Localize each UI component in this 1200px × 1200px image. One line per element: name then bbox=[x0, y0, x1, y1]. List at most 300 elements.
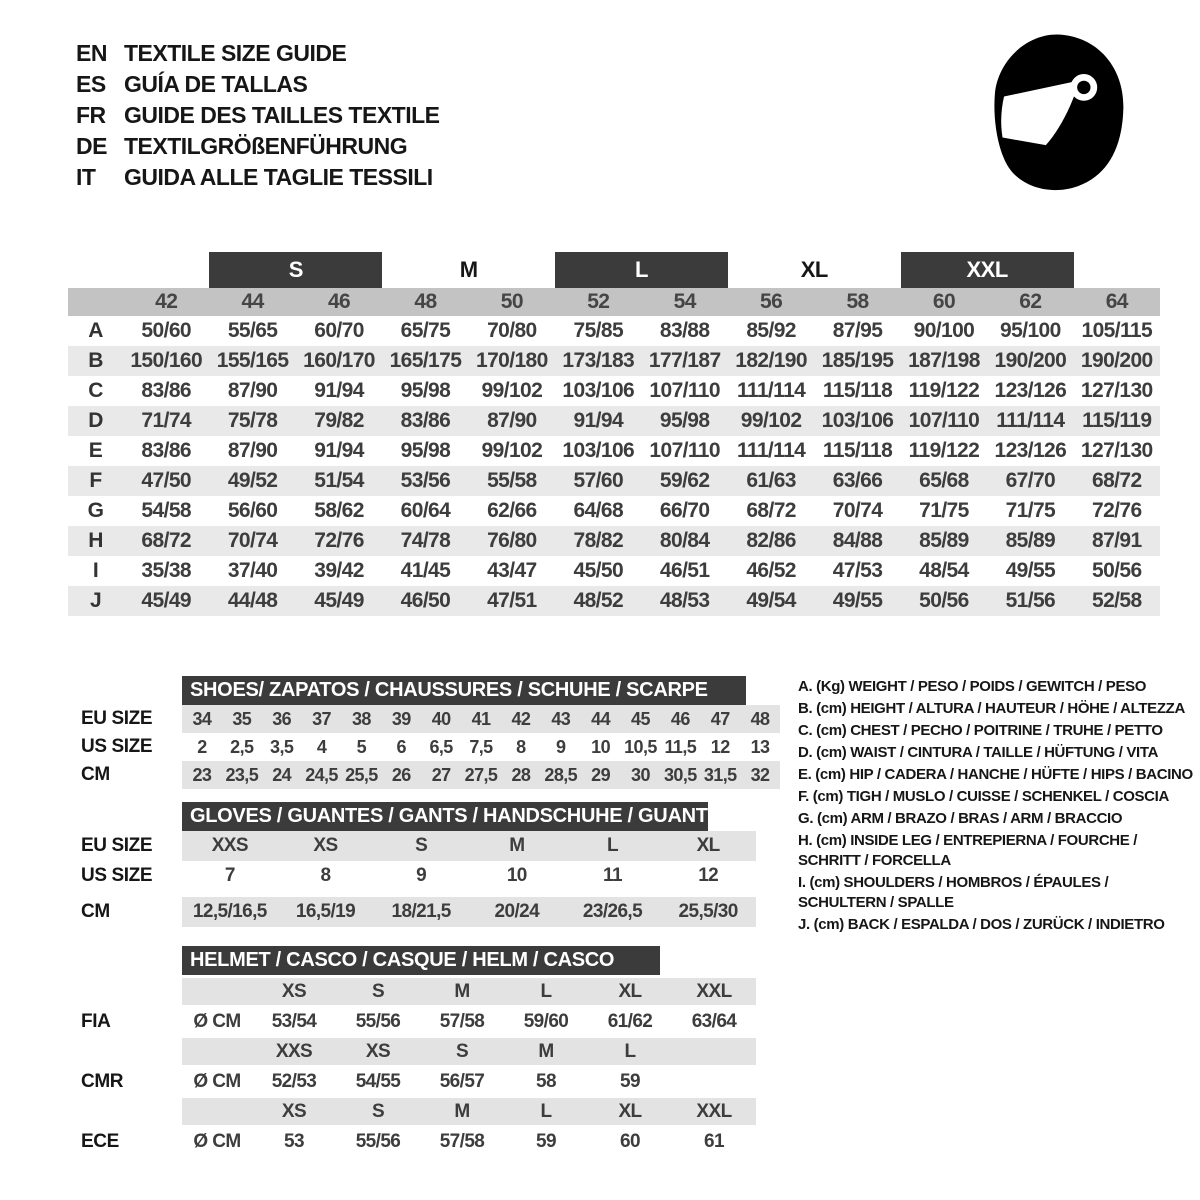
helmet-value-cell: 56/57 bbox=[439, 1070, 485, 1092]
shoes-value-cell: 28,5 bbox=[544, 764, 578, 785]
helmet-size-cell: XS bbox=[281, 980, 307, 1002]
helmet-icon bbox=[982, 28, 1134, 200]
measurement-cell: 83/86 bbox=[141, 439, 191, 462]
gloves-value-cell: 12 bbox=[698, 865, 719, 886]
measurement-cell: 66/70 bbox=[659, 499, 710, 522]
measurement-cell: 119/122 bbox=[908, 379, 980, 402]
helmet-size-header-row bbox=[68, 1038, 756, 1065]
size-header-cell: 60 bbox=[932, 290, 956, 313]
gloves-row-label: EU SIZE bbox=[81, 835, 153, 856]
helmet-value-row bbox=[68, 1068, 756, 1095]
shoes-value-cell: 6 bbox=[396, 736, 406, 757]
legend-item: H. (cm) INSIDE LEG / ENTREPIERNA / FOURCHE / SCHRITT / FORCELLA bbox=[798, 832, 1138, 869]
measurement-cell: 46/52 bbox=[746, 559, 796, 582]
helmet-value-cell: 63/64 bbox=[691, 1010, 737, 1032]
measurement-cell: 65/75 bbox=[400, 319, 451, 342]
measurement-cell: 47/53 bbox=[832, 559, 883, 582]
size-header-cell: 58 bbox=[846, 290, 869, 313]
size-header-cell: 64 bbox=[1105, 290, 1128, 313]
measurement-cell: 60/70 bbox=[314, 319, 364, 342]
shoes-value-cell: 12 bbox=[710, 736, 730, 757]
measurement-cell: 78/82 bbox=[573, 529, 624, 552]
measurement-cell: 123/126 bbox=[994, 379, 1067, 402]
measurement-cell: 71/74 bbox=[141, 409, 191, 432]
measurement-cell: 99/102 bbox=[481, 379, 543, 402]
measurement-cell: 80/84 bbox=[659, 529, 710, 552]
measurement-cell: 127/130 bbox=[1080, 439, 1153, 462]
measurement-row bbox=[68, 586, 1160, 616]
shoes-value-cell: 6,5 bbox=[429, 736, 453, 757]
shoes-row-label: US SIZE bbox=[81, 736, 153, 757]
measurement-row bbox=[68, 526, 1160, 556]
shoes-value-cell: 47 bbox=[710, 708, 730, 729]
gloves-value-cell: XXS bbox=[211, 835, 248, 856]
measurement-cell: 72/76 bbox=[1092, 499, 1142, 522]
main-size-table bbox=[68, 252, 1160, 616]
shoes-value-cell: 40 bbox=[431, 708, 451, 729]
measurement-cell: 99/102 bbox=[481, 439, 543, 462]
helmet-size-cell: XS bbox=[281, 1100, 307, 1122]
helmet-value-cell: 55/56 bbox=[355, 1130, 401, 1152]
measurement-cell: 58/62 bbox=[314, 499, 364, 522]
gloves-value-cell: 23/26,5 bbox=[582, 901, 643, 922]
helmet-size-header-values bbox=[182, 1098, 756, 1125]
language-line bbox=[76, 38, 440, 69]
measurement-cell: 74/78 bbox=[400, 529, 451, 552]
measurement-cell: 63/66 bbox=[832, 469, 883, 492]
helmet-size-cell: M bbox=[454, 980, 470, 1002]
size-header-cell: 44 bbox=[241, 290, 264, 313]
language-line bbox=[76, 131, 440, 162]
measurement-cell: 190/200 bbox=[1080, 349, 1153, 372]
row-label: G bbox=[87, 499, 104, 522]
helmet-size-cell: XL bbox=[618, 1100, 642, 1122]
shoes-value-cell: 10,5 bbox=[624, 736, 657, 757]
measurement-cell: 115/118 bbox=[822, 379, 893, 402]
measurement-cell: 107/110 bbox=[908, 409, 980, 432]
measurement-row bbox=[68, 406, 1160, 436]
shoes-value-cell: 5 bbox=[356, 736, 367, 757]
measurement-cell: 68/72 bbox=[141, 529, 191, 552]
row-label: B bbox=[88, 349, 103, 372]
measurement-cell: 84/88 bbox=[832, 529, 883, 552]
measurement-cell: 95/98 bbox=[659, 409, 710, 432]
row-label: J bbox=[89, 589, 102, 612]
gloves-value-cell: S bbox=[415, 835, 428, 856]
shoes-row-label: CM bbox=[81, 764, 110, 785]
legend-item: G. (cm) ARM / BRAZO / BRAS / ARM / BRACCIO bbox=[798, 810, 1123, 827]
measurement-cell: 119/122 bbox=[908, 439, 980, 462]
measurement-cell: 64/68 bbox=[573, 499, 624, 522]
helmet-size-cell: XS bbox=[365, 1040, 391, 1062]
measurement-cell: 75/78 bbox=[227, 409, 278, 432]
shoes-value-cell: 7,5 bbox=[469, 736, 493, 757]
page-title: TEXTILGRÖßENFÜHRUNG bbox=[124, 133, 408, 159]
measurement-cell: 155/165 bbox=[216, 349, 289, 372]
helmet-size-cell: XXL bbox=[696, 1100, 732, 1122]
gloves-row bbox=[68, 861, 756, 891]
shoes-table bbox=[68, 676, 780, 789]
size-header-cell: 62 bbox=[1019, 290, 1042, 313]
measurement-cell: 91/94 bbox=[573, 409, 624, 432]
helmet-value-cell: 52/53 bbox=[271, 1070, 317, 1092]
row-label: A bbox=[88, 319, 103, 342]
measurement-cell: 127/130 bbox=[1080, 379, 1153, 402]
helmet-value-cell: 57/58 bbox=[439, 1010, 485, 1032]
measurement-cell: 173/183 bbox=[562, 349, 635, 372]
row-label: F bbox=[89, 469, 102, 492]
language-line bbox=[76, 69, 440, 100]
helmet-standard-label: ECE bbox=[81, 1130, 119, 1152]
measurement-cell: 103/106 bbox=[821, 409, 894, 432]
measurement-cell: 103/106 bbox=[562, 439, 635, 462]
size-group-l: L bbox=[555, 252, 728, 288]
helmet-value-cell bbox=[672, 1068, 756, 1095]
shoes-value-cell: 25,5 bbox=[345, 764, 378, 785]
size-group-m: M bbox=[459, 257, 478, 282]
shoes-value-cell: 42 bbox=[511, 708, 531, 729]
measurement-cell: 46/51 bbox=[659, 559, 710, 582]
gloves-row bbox=[68, 897, 756, 927]
measurement-cell: 75/85 bbox=[573, 319, 624, 342]
shoes-value-cell: 41 bbox=[471, 708, 491, 729]
measurement-cell: 87/90 bbox=[227, 379, 278, 402]
gloves-value-cell: 8 bbox=[320, 865, 331, 886]
measurement-legend bbox=[798, 677, 1196, 937]
measurement-cell: 76/80 bbox=[487, 529, 537, 552]
row-label: H bbox=[88, 529, 103, 552]
measurement-cell: 70/80 bbox=[487, 319, 537, 342]
shoes-value-cell: 45 bbox=[631, 708, 650, 729]
measurement-cell: 50/56 bbox=[919, 589, 969, 612]
measurement-cell: 99/102 bbox=[740, 409, 802, 432]
measurement-cell: 87/91 bbox=[1092, 529, 1142, 552]
shoes-value-cell: 39 bbox=[391, 708, 411, 729]
shoes-title-bar: SHOES/ ZAPATOS / CHAUSSURES / SCHUHE / SCARPE bbox=[182, 676, 746, 705]
shoes-value-cell: 37 bbox=[312, 708, 331, 729]
shoes-value-cell: 35 bbox=[232, 708, 252, 729]
measurement-cell: 107/110 bbox=[649, 379, 720, 402]
shoes-value-cell: 43 bbox=[551, 708, 571, 729]
language-code: DE bbox=[76, 133, 107, 159]
helmet-value-cell: 53 bbox=[284, 1130, 304, 1152]
legend-item: E. (cm) HIP / CADERA / HANCHE / HÜFTE / HIPS / BACINO bbox=[798, 766, 1193, 783]
helmet-value-cell: 59/60 bbox=[523, 1010, 569, 1032]
measurement-cell: 150/160 bbox=[130, 349, 203, 372]
measurement-cell: 95/100 bbox=[1000, 319, 1061, 342]
shoes-value-cell: 23,5 bbox=[225, 764, 259, 785]
measurement-cell: 41/45 bbox=[400, 559, 451, 582]
language-titles bbox=[76, 38, 440, 193]
row-label: C bbox=[88, 379, 103, 402]
measurement-cell: 71/75 bbox=[919, 499, 969, 522]
measurement-cell: 55/65 bbox=[227, 319, 278, 342]
measurement-cell: 48/53 bbox=[659, 589, 710, 612]
shoes-value-cell: 28 bbox=[511, 764, 531, 785]
helmet-value-cell: 59 bbox=[536, 1130, 556, 1152]
shoes-row-values bbox=[182, 733, 780, 761]
shoes-value-cell: 30 bbox=[631, 764, 650, 785]
shoes-value-cell: 38 bbox=[351, 708, 371, 729]
size-header-cell: 56 bbox=[760, 290, 783, 313]
measurement-cell: 70/74 bbox=[227, 529, 278, 552]
measurement-cell: 37/40 bbox=[227, 559, 278, 582]
size-group-header-row bbox=[68, 252, 1160, 288]
gloves-row-values bbox=[182, 897, 756, 927]
measurement-cell: 87/90 bbox=[487, 409, 537, 432]
helmet-table bbox=[68, 946, 756, 1155]
size-header-cell: 54 bbox=[673, 290, 696, 313]
measurement-cell: 49/54 bbox=[746, 589, 796, 612]
measurement-cell: 115/118 bbox=[822, 439, 893, 462]
helmet-size-cell bbox=[672, 1038, 756, 1065]
shoes-row bbox=[68, 733, 780, 761]
helmet-size-cell: M bbox=[538, 1040, 554, 1062]
helmet-unit-label: Ø CM bbox=[193, 1070, 241, 1092]
measurement-cell: 83/86 bbox=[141, 379, 191, 402]
measurement-cell: 35/38 bbox=[141, 559, 191, 582]
gloves-table bbox=[68, 802, 756, 927]
measurement-row bbox=[68, 436, 1160, 466]
measurement-cell: 91/94 bbox=[314, 439, 364, 462]
legend-item: C. (cm) CHEST / PECHO / POITRINE / TRUHE / PETTO bbox=[798, 722, 1163, 739]
shoes-row-label: EU SIZE bbox=[81, 708, 153, 729]
shoes-value-cell: 34 bbox=[192, 708, 212, 729]
shoes-value-cell: 27 bbox=[431, 764, 451, 785]
measurement-cell: 47/51 bbox=[487, 589, 537, 612]
group-empty-42 bbox=[123, 252, 209, 288]
size-group-xl: XL bbox=[800, 257, 828, 282]
measurement-cell: 48/54 bbox=[919, 559, 969, 582]
shoes-value-cell: 27,5 bbox=[464, 764, 498, 785]
measurement-cell: 59/62 bbox=[659, 469, 710, 492]
measurement-cell: 190/200 bbox=[994, 349, 1067, 372]
measurement-row bbox=[68, 496, 1160, 526]
legend-item: A. (Kg) WEIGHT / PESO / POIDS / GEWITCH / PESO bbox=[798, 678, 1147, 695]
helmet-size-header-row bbox=[68, 978, 756, 1005]
measurement-row bbox=[68, 466, 1160, 496]
shoes-row bbox=[68, 705, 780, 733]
measurement-cell: 49/55 bbox=[1005, 559, 1056, 582]
shoes-value-cell: 48 bbox=[750, 708, 770, 729]
legend-item: B. (cm) HEIGHT / ALTURA / HAUTEUR / HÖHE / ALTEZZA bbox=[798, 700, 1185, 717]
helmet-value-cell: 61 bbox=[704, 1130, 724, 1152]
helmet-value-cell: 53/54 bbox=[271, 1010, 317, 1032]
measurement-row bbox=[68, 316, 1160, 346]
shoes-value-cell: 31,5 bbox=[703, 764, 737, 785]
size-header-cell: 46 bbox=[327, 290, 351, 313]
shoes-value-cell: 26 bbox=[391, 764, 411, 785]
helmet-size-header-values bbox=[182, 1038, 756, 1065]
measurement-cell: 49/52 bbox=[227, 469, 278, 492]
measurement-cell: 45/50 bbox=[573, 559, 624, 582]
legend-item: J. (cm) BACK / ESPALDA / DOS / ZURÜCK / INDIETRO bbox=[798, 916, 1165, 933]
measurement-cell: 62/66 bbox=[487, 499, 537, 522]
group-spacer bbox=[68, 252, 123, 288]
measurement-cell: 82/86 bbox=[746, 529, 796, 552]
measurement-cell: 111/114 bbox=[737, 439, 806, 462]
helmet-size-cell: L bbox=[540, 980, 552, 1002]
measurement-cell: 55/58 bbox=[487, 469, 537, 492]
group-empty-64 bbox=[1074, 252, 1160, 288]
measurement-cell: 68/72 bbox=[746, 499, 796, 522]
shoes-value-cell: 32 bbox=[750, 764, 770, 785]
helmet-header-spacer bbox=[68, 1098, 182, 1125]
measurement-cell: 111/114 bbox=[996, 409, 1065, 432]
shoes-row-values bbox=[182, 761, 780, 789]
language-code: ES bbox=[76, 71, 106, 97]
gloves-value-cell: 20/24 bbox=[494, 901, 540, 922]
helmet-unit-label: Ø CM bbox=[193, 1130, 241, 1152]
legend-item: F. (cm) TIGH / MUSLO / CUISSE / SCHENKEL / COSCIA bbox=[798, 788, 1169, 805]
helmet-row-values bbox=[182, 1068, 756, 1095]
measurement-cell: 61/63 bbox=[746, 469, 796, 492]
size-header-spacer bbox=[68, 288, 123, 316]
helmet-unit-spacer bbox=[182, 1038, 252, 1065]
measurement-cell: 103/106 bbox=[562, 379, 635, 402]
size-group-xxl: XXL bbox=[901, 252, 1074, 288]
measurement-cell: 123/126 bbox=[994, 439, 1067, 462]
measurement-cell: 85/92 bbox=[746, 319, 796, 342]
gloves-value-cell: 11 bbox=[603, 865, 622, 886]
helmet-size-header-row bbox=[68, 1098, 756, 1125]
helmet-size-cell: S bbox=[371, 980, 385, 1002]
measurement-row bbox=[68, 556, 1160, 586]
measurement-cell: 165/175 bbox=[389, 349, 462, 372]
measurement-cell: 95/98 bbox=[400, 439, 451, 462]
gloves-row-values bbox=[182, 831, 756, 861]
measurement-cell: 67/70 bbox=[1005, 469, 1056, 492]
shoes-row bbox=[68, 761, 780, 789]
helmet-value-row bbox=[68, 1128, 756, 1155]
measurement-cell: 71/75 bbox=[1005, 499, 1056, 522]
measurement-cell: 182/190 bbox=[735, 349, 807, 372]
measurement-cell: 53/56 bbox=[400, 469, 451, 492]
gloves-row-label: CM bbox=[81, 901, 110, 922]
page-title: TEXTILE SIZE GUIDE bbox=[124, 40, 347, 66]
shoes-row-values bbox=[182, 705, 780, 733]
gloves-value-cell: 12,5/16,5 bbox=[192, 901, 267, 922]
gloves-title-bar: GLOVES / GUANTES / GANTS / HANDSCHUHE / GUANTI bbox=[182, 802, 708, 831]
gloves-value-cell: XL bbox=[696, 835, 720, 856]
helmet-value-cell: 61/62 bbox=[607, 1010, 653, 1032]
gloves-value-cell: 16,5/19 bbox=[295, 901, 356, 922]
measurement-cell: 65/68 bbox=[919, 469, 969, 492]
helmet-row-values bbox=[182, 1008, 756, 1035]
measurement-cell: 111/114 bbox=[737, 379, 806, 402]
measurement-cell: 57/60 bbox=[573, 469, 624, 492]
shoes-value-cell: 2,5 bbox=[230, 736, 254, 757]
measurement-cell: 54/58 bbox=[141, 499, 191, 522]
numeric-size-header-row bbox=[68, 288, 1160, 316]
size-header-cell: 48 bbox=[414, 290, 437, 313]
gloves-value-cell: L bbox=[606, 835, 618, 856]
legend-item: D. (cm) WAIST / CINTURA / TAILLE / HÜFTUNG / VITA bbox=[798, 744, 1159, 761]
helmet-size-cell: S bbox=[455, 1040, 469, 1062]
measurement-cell: 160/170 bbox=[303, 349, 375, 372]
language-code: IT bbox=[76, 164, 96, 190]
size-header-cell: 50 bbox=[500, 290, 523, 313]
helmet-value-cell: 54/55 bbox=[355, 1070, 401, 1092]
measurement-cell: 185/195 bbox=[821, 349, 894, 372]
measurement-cell: 70/74 bbox=[832, 499, 883, 522]
gloves-value-cell: 7 bbox=[224, 865, 235, 886]
helmet-row-values bbox=[182, 1128, 756, 1155]
measurement-cell: 43/47 bbox=[487, 559, 537, 582]
row-label: D bbox=[88, 409, 103, 432]
helmet-size-header-values bbox=[182, 978, 756, 1005]
measurement-cell: 91/94 bbox=[314, 379, 364, 402]
helmet-size-cell: S bbox=[371, 1100, 385, 1122]
measurement-rows bbox=[68, 316, 1160, 616]
helmet-unit-spacer bbox=[182, 1098, 252, 1125]
measurement-cell: 51/56 bbox=[1005, 589, 1056, 612]
measurement-cell: 87/90 bbox=[227, 439, 278, 462]
shoes-value-cell: 13 bbox=[750, 736, 770, 757]
helmet-size-cell: L bbox=[540, 1100, 552, 1122]
language-line bbox=[76, 100, 440, 131]
language-line bbox=[76, 162, 440, 193]
measurement-cell: 50/56 bbox=[1092, 559, 1142, 582]
helmet-title-bar: HELMET / CASCO / CASQUE / HELM / CASCO bbox=[182, 946, 660, 975]
measurement-row bbox=[68, 346, 1160, 376]
measurement-cell: 87/95 bbox=[832, 319, 883, 342]
measurement-cell: 85/89 bbox=[1005, 529, 1056, 552]
measurement-cell: 115/119 bbox=[1082, 409, 1152, 432]
measurement-cell: 51/54 bbox=[314, 469, 364, 492]
measurement-cell: 56/60 bbox=[227, 499, 278, 522]
helmet-size-cell: L bbox=[624, 1040, 636, 1062]
gloves-value-cell: 25,5/30 bbox=[678, 901, 738, 922]
gloves-value-cell: M bbox=[509, 835, 525, 856]
shoes-value-cell: 44 bbox=[591, 708, 610, 729]
measurement-cell: 90/100 bbox=[913, 319, 975, 342]
shoes-value-cell: 24 bbox=[272, 764, 292, 785]
measurement-cell: 107/110 bbox=[649, 439, 720, 462]
measurement-cell: 68/72 bbox=[1092, 469, 1142, 492]
size-header-cell: 42 bbox=[155, 290, 178, 313]
measurement-cell: 46/50 bbox=[400, 589, 451, 612]
page-title: GUÍA DE TALLAS bbox=[124, 71, 308, 97]
measurement-cell: 50/60 bbox=[141, 319, 191, 342]
measurement-cell: 85/89 bbox=[919, 529, 969, 552]
page-title: GUIDE DES TAILLES TEXTILE bbox=[124, 102, 440, 128]
measurement-cell: 177/187 bbox=[648, 349, 721, 372]
helmet-size-cell: M bbox=[454, 1100, 470, 1122]
gloves-row-label: US SIZE bbox=[81, 865, 153, 886]
measurement-cell: 83/88 bbox=[659, 319, 710, 342]
legend-item: I. (cm) SHOULDERS / HOMBROS / ÉPAULES / SCHULTERN / SPALLE bbox=[798, 874, 1109, 911]
gloves-row bbox=[68, 831, 756, 861]
helmet-unit-label: Ø CM bbox=[193, 1010, 241, 1032]
shoes-value-cell: 9 bbox=[556, 736, 566, 757]
measurement-cell: 48/52 bbox=[573, 589, 624, 612]
language-code: EN bbox=[76, 40, 107, 66]
shoes-value-cell: 11,5 bbox=[664, 736, 697, 757]
shoes-value-cell: 2 bbox=[197, 736, 207, 757]
helmet-standard-label: FIA bbox=[81, 1010, 111, 1032]
measurement-cell: 95/98 bbox=[400, 379, 451, 402]
helmet-value-row bbox=[68, 1008, 756, 1035]
gloves-row-values bbox=[182, 861, 756, 891]
shoes-value-cell: 4 bbox=[316, 736, 327, 757]
helmet-value-cell: 55/56 bbox=[355, 1010, 401, 1032]
measurement-cell: 44/48 bbox=[227, 589, 278, 612]
shoes-value-cell: 36 bbox=[272, 708, 292, 729]
gloves-value-cell: 9 bbox=[416, 865, 427, 886]
helmet-value-cell: 59 bbox=[620, 1070, 640, 1092]
shoes-value-cell: 24,5 bbox=[305, 764, 338, 785]
